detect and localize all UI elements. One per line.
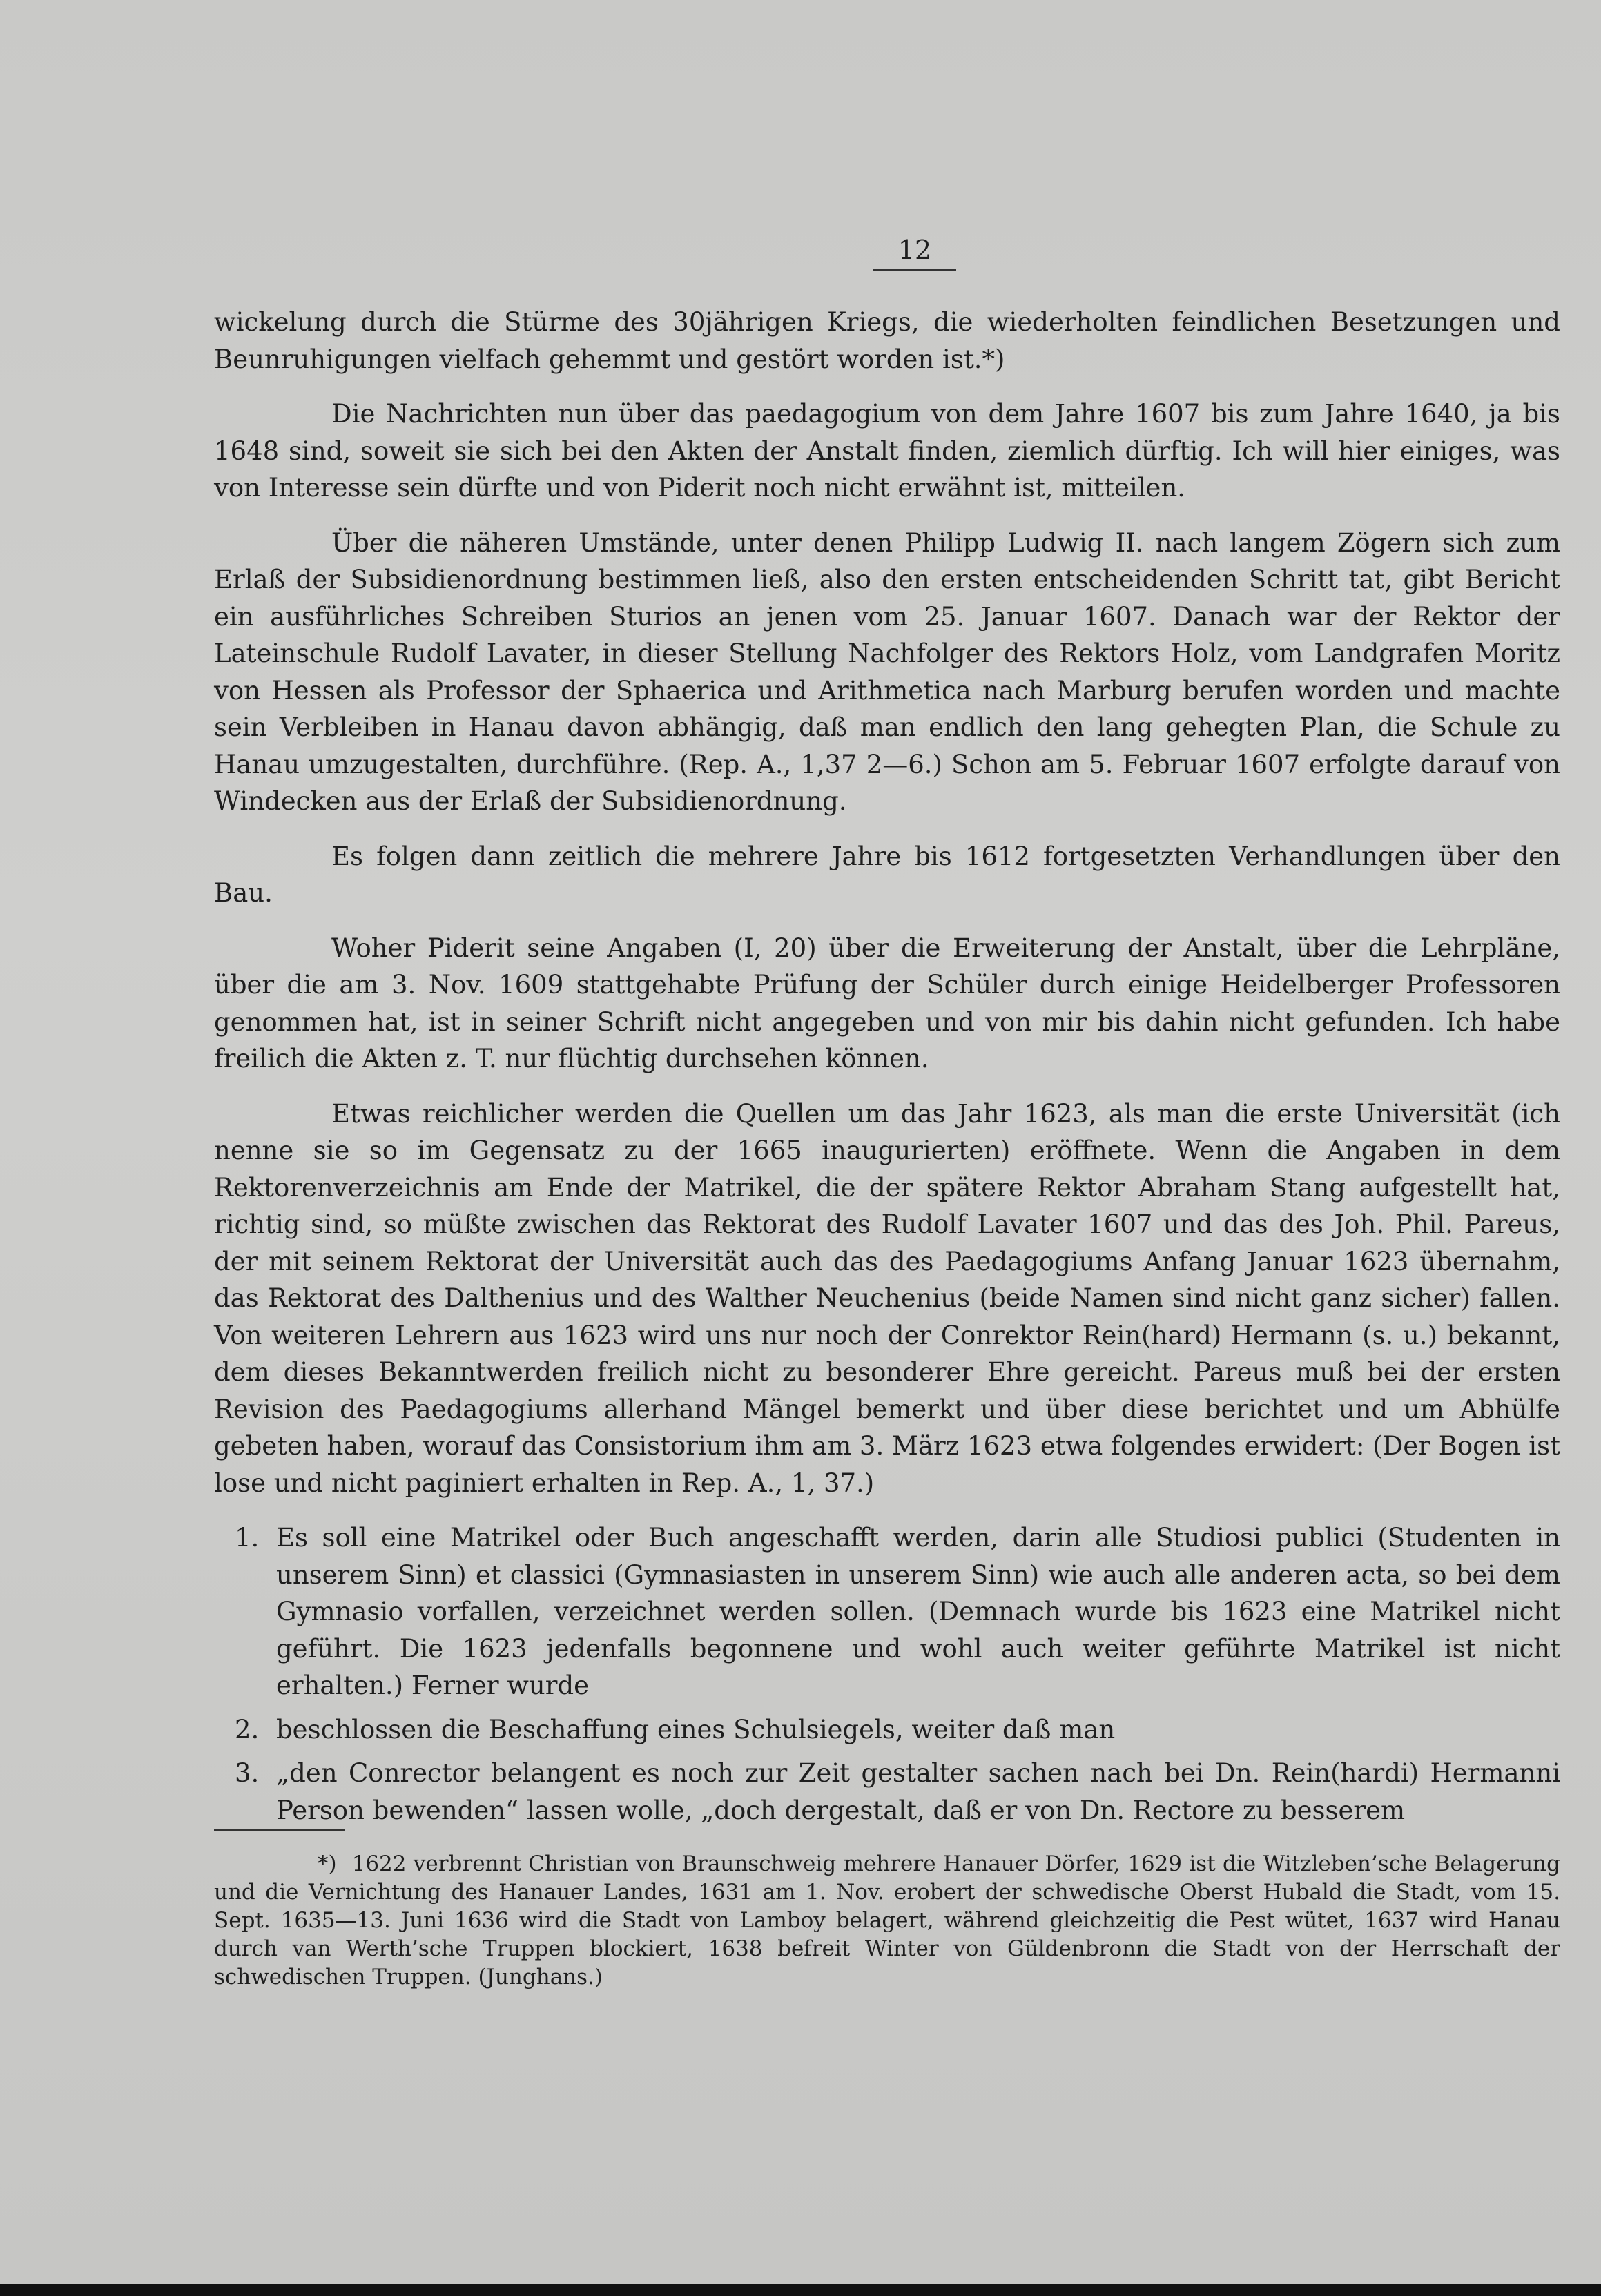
paragraph-piderit: Woher Piderit seine Angaben (I, 20) über die Erweiterung der Anstalt, über die Lehrpläne, über die am 3. Nov. 1609 stattgehabte Prüfung der Schüler durch einige Heidelberger Professoren genommen hat, ist in seiner Schrift nicht angegeben und von mir bis dahin nicht gefunden. Ich habe freilich die Akten z. T. nur flüchtig durchsehen können. <box>214 933 1560 1073</box>
footnote-text: 1622 verbrennt Christian von Braunschweig mehrere Hanauer Dörfer, 1629 ist die Witzleben’sche Belagerung und die Vernichtung des Hanauer Landes, 1631 am 1. Nov. erobert der schwedische Oberst Hubald die Stadt, vom 15. Sept. 1635—13. Juni 1636 wird die Stadt von Lamboy belagert, während gleichzeitig die Pest wütet, 1637 wird Hanau durch van Werth’sche Truppen blockiert, 1638 befreit Winter von Güldenbronn die Stadt von der Herrschaft der schwedischen Truppen. (Junghans.) <box>214 1851 1560 1989</box>
list-text: „den Conrector belangent es noch zur Zeit gestalter sachen nach bei Dn. Rein(hardi) Hermanni Person bewenden“ lassen wolle, „doch dergestalt, daß er von Dn. Rectore zu besserem <box>276 1758 1560 1825</box>
document-page <box>214 0 1560 2296</box>
scan-edge <box>0 2284 1601 2296</box>
list-item <box>214 1519 1560 1704</box>
list-text: beschlossen die Beschaffung eines Schulsiegels, weiter daß man <box>276 1714 1116 1744</box>
paragraph-nachrichten: Die Nachrichten nun über das paedagogium von dem Jahre 1607 bis zum Jahre 1640, ja bis 1648 sind, soweit sie sich bei den Akten der Anstalt finden, ziemlich dürftig. Ich will hier einiges, was von Interesse sein dürfte und von Piderit noch nicht erwähnt ist, mitteilen. <box>214 399 1560 503</box>
list-number: 3. <box>235 1758 260 1788</box>
paragraph-quellen: Etwas reichlicher werden die Quellen um das Jahr 1623, als man die erste Universität (ich nenne sie so im Gegensatz zu der 1665 inaugurierten) eröffnete. Wenn die Angaben in dem Rektorenverzeichnis am Ende der Matrikel, die der spätere Rektor Abraham Stang aufgestellt hat, richtig sind, so müßte zwischen das Rektorat des Rudolf Lavater 1607 und das des Joh. Phil. Pareus, der mit seinem Rektorat der Universität auch das des Paedagogiums Anfang Januar 1623 übernahm, das Rektorat des Dalthenius und des Walther Neuchenius (beide Namen sind nicht ganz sicher) fallen. Von weiteren Lehrern aus 1623 wird uns nur noch der Conrektor Rein(hard) Hermann (s. u.) bekannt, dem dieses Bekanntwerden freilich nicht zu besonderer Ehre gereicht. Pareus muß bei der ersten Revision des Paedagogiums allerhand Mängel bemerkt und über diese berichtet und um Abhülfe gebeten haben, worauf das Consistorium ihm am 3. März 1623 etwa folgendes erwidert: (Der Bogen ist lose und nicht paginiert erhalten in Rep. A., 1, 37.) <box>214 1098 1560 1498</box>
page-number: 12 <box>873 235 956 271</box>
list-number: 1. <box>235 1523 260 1553</box>
body-text <box>214 304 1560 1836</box>
footnote <box>214 1850 1560 1992</box>
list-item <box>214 1755 1560 1829</box>
paragraph-bau: Es folgen dann zeitlich die mehrere Jahre bis 1612 fortgesetzten Verhandlungen über den Bau. <box>214 841 1560 908</box>
paragraph-umstaende: Über die näheren Umstände, unter denen Philipp Ludwig II. nach langem Zögern sich zum Erlaß der Subsidienordnung bestimmen ließ, also den ersten entscheidenden Schritt tat, gibt Bericht ein ausführliches Schreiben Sturios an jenen vom 25. Januar 1607. Danach war der Rektor der Lateinschule Rudolf Lavater, in dieser Stellung Nachfolger des Rektors Holz, vom Landgrafen Moritz von Hessen als Professor der Sphaerica und Arithmetica nach Marburg berufen worden und machte sein Verbleiben in Hanau davon abhängig, daß man endlich den lang gehegten Plan, die Schule zu Hanau umzugestalten, durchführe. (Rep. A., 1,37 2—6.) Schon am 5. Februar 1607 erfolgte darauf von Windecken aus der Erlaß der Subsidienordnung. <box>214 527 1560 816</box>
numbered-list <box>214 1519 1560 1829</box>
list-item <box>214 1711 1560 1749</box>
list-text: Es soll eine Matrikel oder Buch angeschafft werden, darin alle Studiosi publici (Studenten in unserem Sinn) et classici (Gymnasiasten in unserem Sinn) wie auch alle anderen acta, so bei dem Gymnasio vorfallen, verzeichnet werden sollen. (Demnach wurde bis 1623 eine Matrikel nicht geführt. Die 1623 jedenfalls begonnene und wohl auch weiter geführte Matrikel ist nicht erhalten.) Ferner wurde <box>276 1523 1560 1700</box>
paragraph-continuation: wickelung durch die Stürme des 30jährigen Kriegs, die wiederholten feindlichen Besetzungen und Beunruhigungen vielfach gehemmt und gestört worden ist.*) <box>214 307 1560 374</box>
footnote-divider <box>214 1829 345 1831</box>
footnote-paragraph <box>214 1850 1560 1992</box>
list-number: 2. <box>235 1714 260 1744</box>
footnote-mark: *) <box>318 1851 337 1876</box>
